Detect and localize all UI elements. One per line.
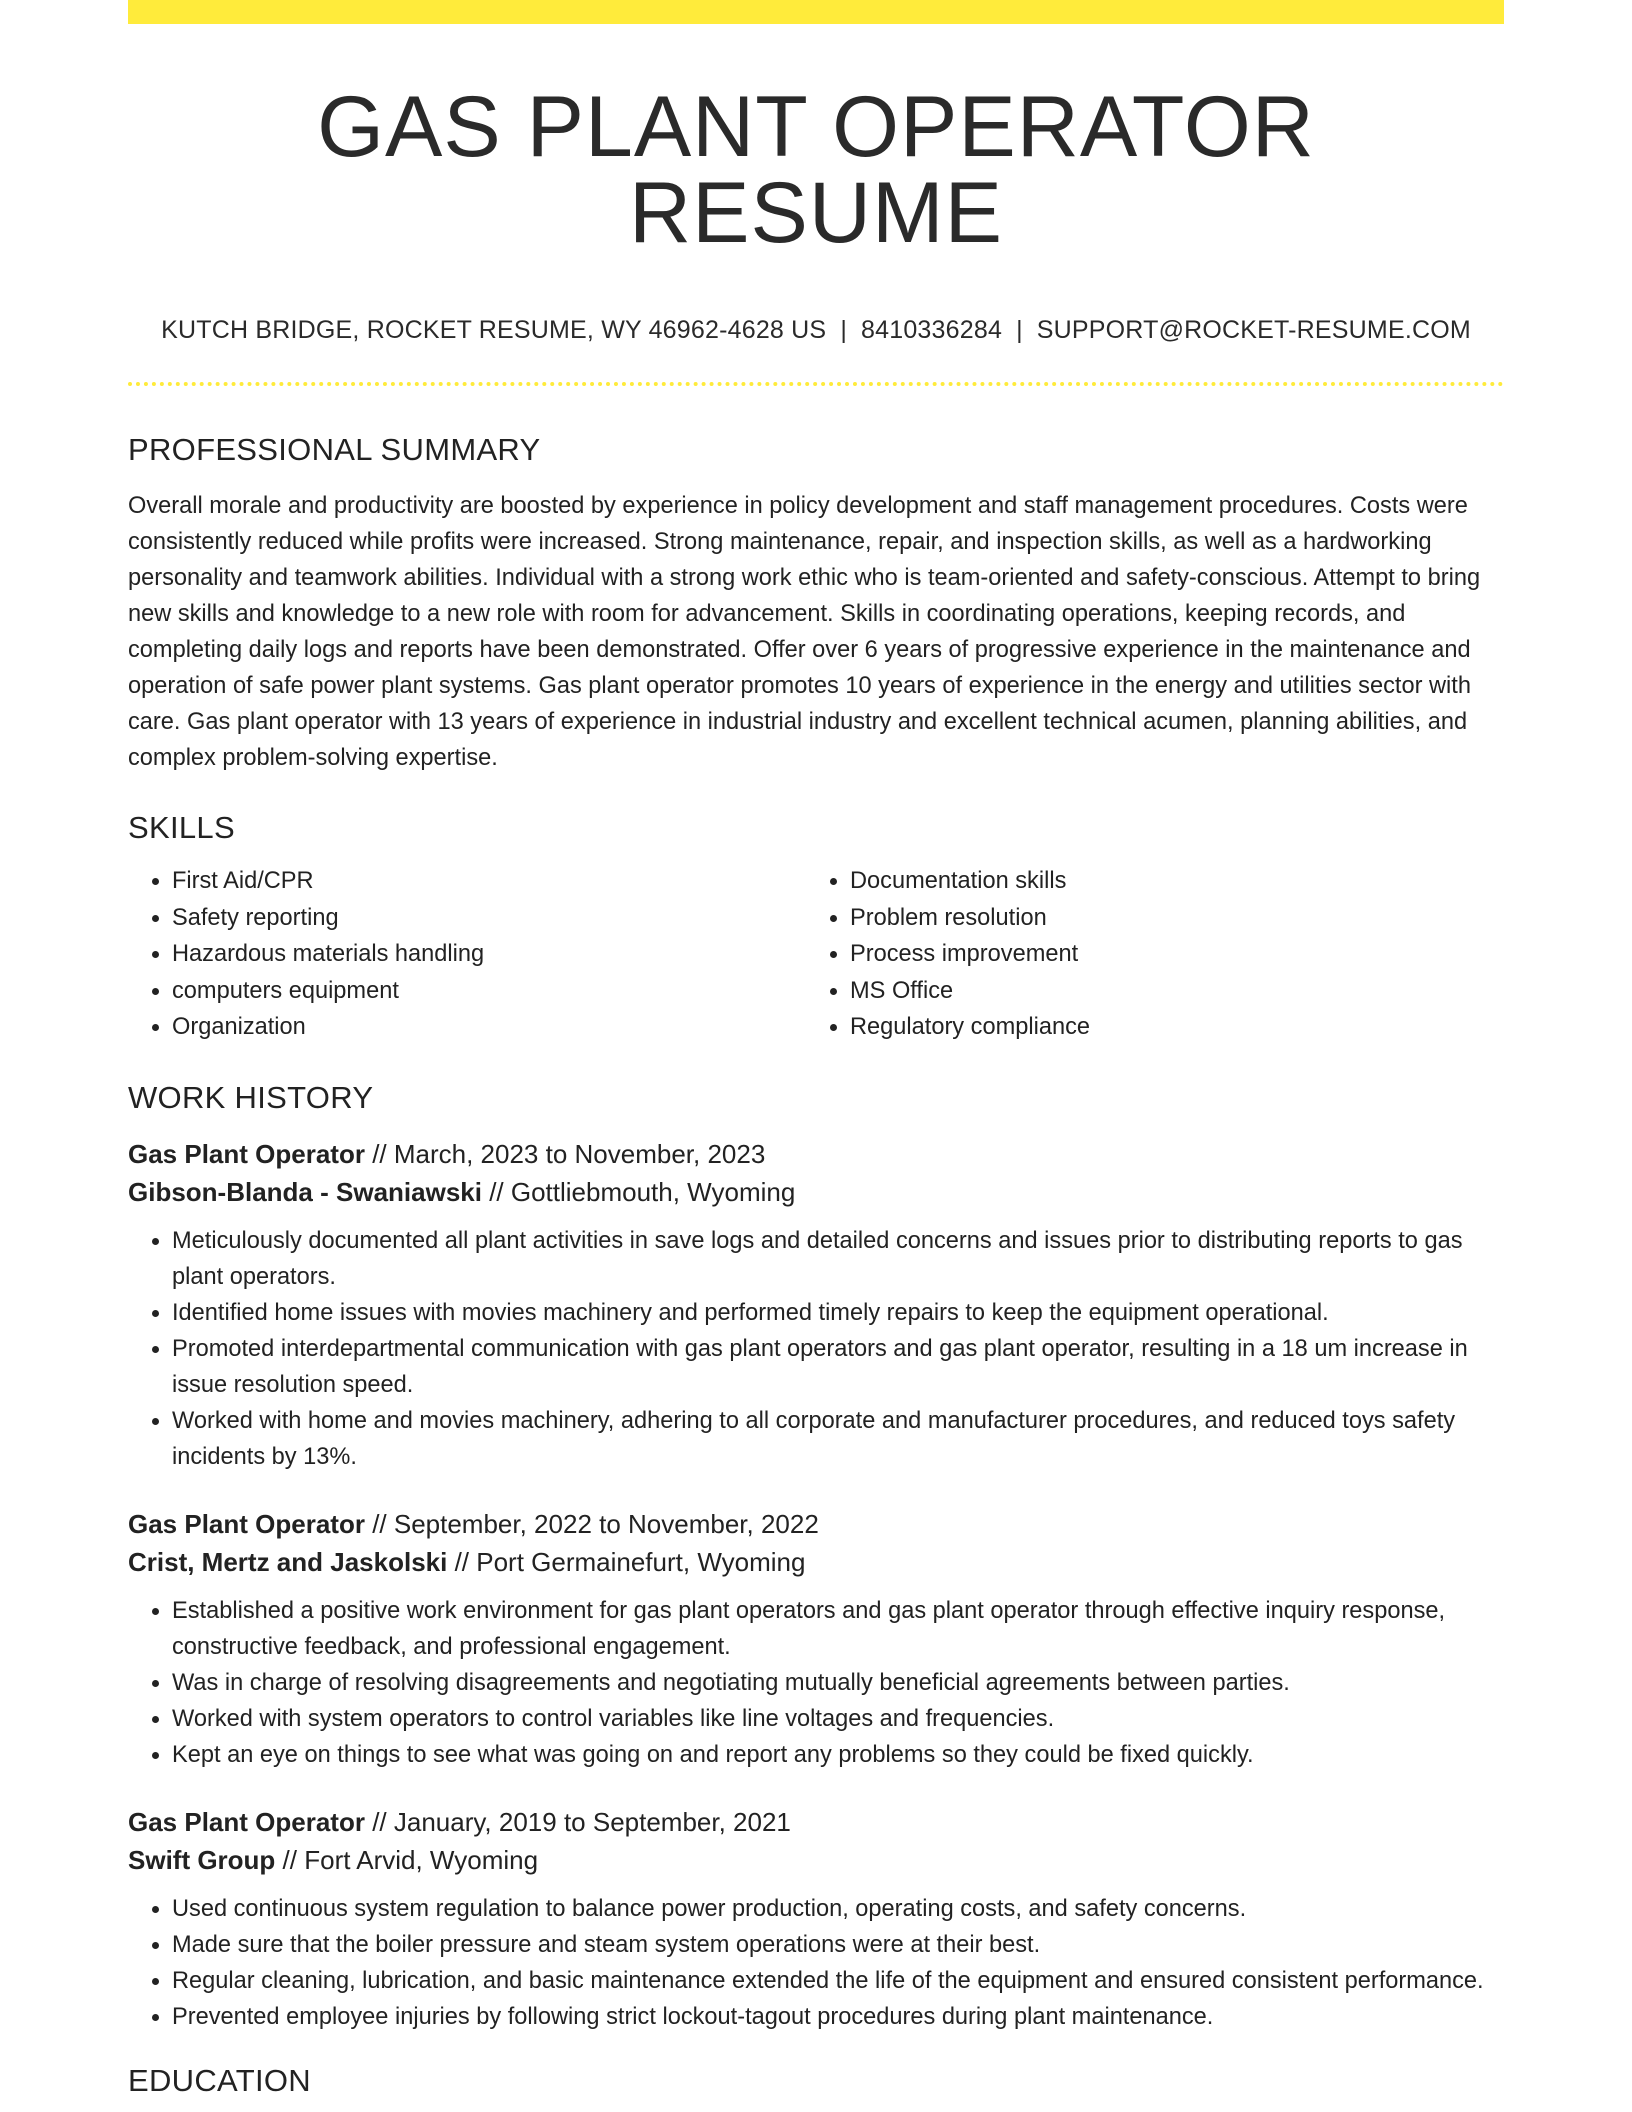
skill-item: • MS Office bbox=[850, 973, 1484, 1010]
contact-separator: | bbox=[1016, 316, 1023, 344]
job-bullet: • Kept an eye on things to see what was going on and report any problems so they could be fixed quickly. bbox=[172, 1737, 1504, 1773]
job-dates: // September, 2022 to November, 2022 bbox=[364, 1508, 819, 1539]
job-bullet: • Prevented employee injuries by following strict lockout-tagout procedures during plant maintenance. bbox=[172, 1999, 1504, 2035]
skill-item: • computers equipment bbox=[172, 973, 806, 1010]
job-company: Crist, Mertz and Jaskolski bbox=[128, 1546, 448, 1577]
work-history-heading: WORK HISTORY bbox=[128, 1079, 374, 1115]
job-company-line bbox=[128, 1173, 1504, 1211]
job-company: Swift Group bbox=[128, 1844, 276, 1875]
job-title: Gas Plant Operator bbox=[128, 1806, 365, 1837]
summary-heading: PROFESSIONAL SUMMARY bbox=[128, 432, 541, 467]
job-location: // Port Germainefurt, Wyoming bbox=[447, 1546, 806, 1577]
accent-bar bbox=[128, 0, 1504, 24]
job-dates: // January, 2019 to September, 2021 bbox=[364, 1806, 791, 1837]
job-company-line bbox=[128, 1841, 1504, 1879]
resume-page bbox=[128, 0, 1504, 2096]
job-company: Gibson-Blanda - Swaniawski bbox=[128, 1176, 482, 1207]
job-title: Gas Plant Operator bbox=[128, 1508, 365, 1539]
contact-address: KUTCH BRIDGE, ROCKET RESUME, WY 46962-4628 US bbox=[161, 316, 827, 344]
job-title: Gas Plant Operator bbox=[128, 1138, 365, 1169]
job-bullets bbox=[128, 1223, 1504, 1475]
contact-line bbox=[128, 316, 1504, 345]
contact-phone: 8410336284 bbox=[861, 316, 1003, 344]
education-heading: EDUCATION bbox=[128, 2062, 311, 2098]
job-bullet: • Worked with system operators to control variables like line voltages and frequencies. bbox=[172, 1701, 1504, 1737]
skill-item: • Problem resolution bbox=[850, 900, 1484, 937]
job-bullet: • Was in charge of resolving disagreements and negotiating mutually beneficial agreements between parties. bbox=[172, 1665, 1504, 1701]
page-title: GAS PLANT OPERATOR RESUME bbox=[317, 79, 1315, 261]
job-bullets bbox=[128, 1593, 1504, 1773]
job-bullet: • Meticulously documented all plant activities in save logs and detailed concerns and issues prior to distributing reports to gas plant operators. bbox=[172, 1223, 1504, 1295]
dotted-divider bbox=[128, 382, 1504, 386]
skills-list bbox=[128, 863, 1504, 1046]
job-location: // Gottliebmouth, Wyoming bbox=[481, 1176, 796, 1207]
job-bullet: • Promoted interdepartmental communication with gas plant operators and gas plant operator, resulting in a 18 um increase in issue resolution speed. bbox=[172, 1331, 1504, 1403]
skills-column-right bbox=[806, 863, 1484, 1046]
job-location: // Fort Arvid, Wyoming bbox=[275, 1844, 539, 1875]
skill-item: • Regulatory compliance bbox=[850, 1009, 1484, 1046]
skill-item: • Documentation skills bbox=[850, 863, 1484, 900]
contact-separator: | bbox=[840, 316, 848, 344]
job-bullets bbox=[128, 1891, 1504, 2035]
skill-item: • First Aid/CPR bbox=[172, 863, 806, 900]
job-bullet: • Regular cleaning, lubrication, and basic maintenance extended the life of the equipment and ensured consistent performance. bbox=[172, 1963, 1504, 1999]
skill-item: • Hazardous materials handling bbox=[172, 936, 806, 973]
skill-item: • Safety reporting bbox=[172, 900, 806, 937]
job-dates: // March, 2023 to November, 2023 bbox=[364, 1138, 766, 1169]
job-bullet: • Made sure that the boiler pressure and steam system operations were at their best. bbox=[172, 1927, 1504, 1963]
job-bullet: • Worked with home and movies machinery, adhering to all corporate and manufacturer procedures, and reduced toys safety incidents by 13%. bbox=[172, 1403, 1504, 1475]
job-bullet: • Used continuous system regulation to balance power production, operating costs, and safety concerns. bbox=[172, 1891, 1504, 1927]
job-bullet: • Established a positive work environment for gas plant operators and gas plant operator through effective inquiry response, constructive feedback, and professional engagement. bbox=[172, 1593, 1504, 1665]
job-entry bbox=[128, 1803, 1504, 2035]
job-company-line bbox=[128, 1543, 1504, 1581]
skill-item: • Process improvement bbox=[850, 936, 1484, 973]
job-entry bbox=[128, 1505, 1504, 1773]
job-entry bbox=[128, 1135, 1504, 1475]
summary-text: Overall morale and productivity are boosted by experience in policy development and staff management procedures. Costs were consistently reduced while profits were increased. Strong maintenance, repair, and inspection skills, as well as a hardworking personality and teamwork abilities. Individual with a strong work ethic who is team-oriented and safety-conscious. Attempt to bring new skills and knowledge to a new role with room for advancement. Skills in coordinating operations, keeping records, and completing daily logs and reports have been demonstrated. Offer over 6 years of progressive experience in the maintenance and operation of safe power plant systems. Gas plant operator promotes 10 years of experience in the energy and utilities sector with care. Gas plant operator with 13 years of experience in industrial industry and excellent technical acumen, planning abilities, and complex problem-solving expertise. bbox=[128, 493, 1481, 771]
job-title-line bbox=[128, 1135, 1504, 1173]
skills-heading: SKILLS bbox=[128, 810, 235, 845]
skill-item: • Organization bbox=[172, 1009, 806, 1046]
contact-email: SUPPORT@ROCKET-RESUME.COM bbox=[1036, 316, 1471, 344]
skills-column-left bbox=[128, 863, 806, 1046]
job-title-line bbox=[128, 1803, 1504, 1841]
job-title-line bbox=[128, 1505, 1504, 1543]
job-bullet: • Identified home issues with movies machinery and performed timely repairs to keep the equipment operational. bbox=[172, 1295, 1504, 1331]
